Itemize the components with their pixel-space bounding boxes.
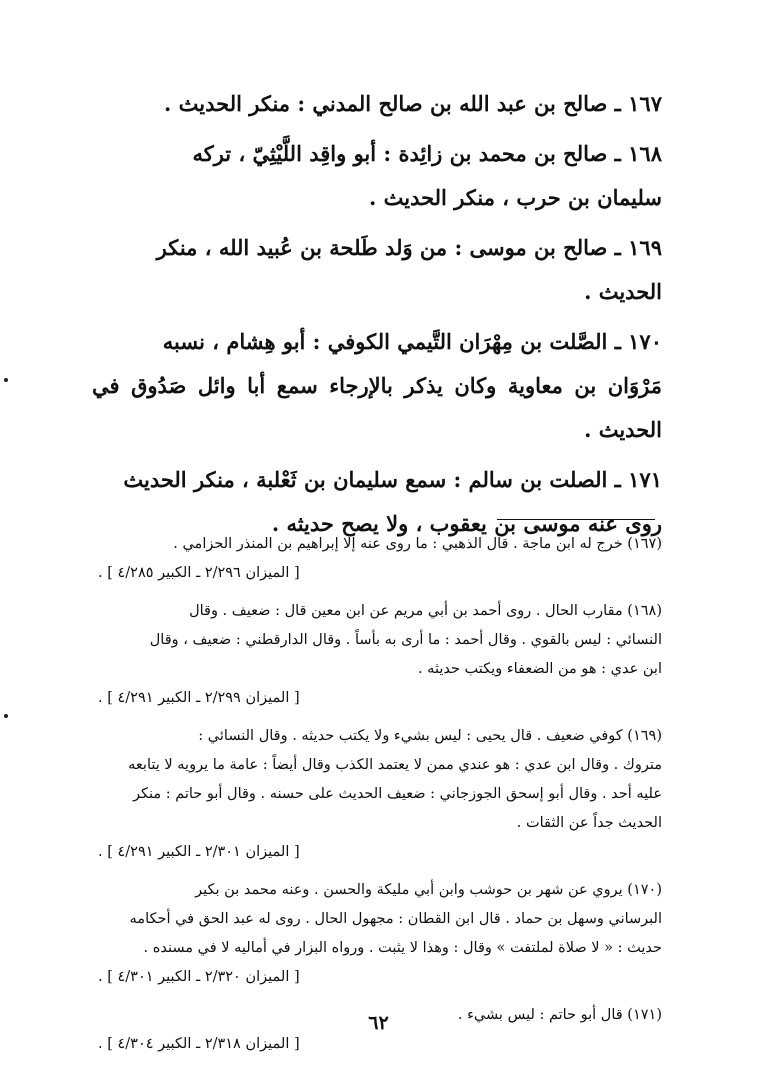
entry-line: ١٦٧ ـ صالح بن عبد الله بن صالح المدني : منكر الحديث . <box>164 91 662 116</box>
entry-line: روى عنه موسى بن يعقوب ، ولا يصح حديثه . <box>271 511 662 536</box>
footnote-line: النسائي : ليس بالقوي . وقال أحمد : ما أرى به بأساً . وقال الدارقطني : ضعيف ، وقال <box>149 632 662 648</box>
footnote-line: البرساني وسهل بن حماد . قال ابن القطان : مجهول الحال . روى له عبد الحق في أحكامه <box>129 911 662 927</box>
footnote-line: (١٧٠) يروي عن شهر بن حوشب وابن أبي مليكة والحسن . وعنه محمد بن بكير <box>195 882 662 898</box>
footnote-source: [ الميزان ٢/٣٠١ ـ الكبير ٤/٢٩١ ] . <box>98 844 300 860</box>
page-number: ٦٢ <box>368 1012 389 1034</box>
entry-line: ١٧٠ ـ الصَّلت بن مِهْرَان التَّيمي الكوفي : أبو هِشام ، نسبه <box>162 329 662 354</box>
margin-mark <box>4 378 8 382</box>
footnote-line: حديث : « لا صلاة لملتفت » وقال : وهذا لا يثبت . ورواه البزار في أماليه لا في مسنده . <box>143 940 662 956</box>
footnote-line: (١٦٧) خرج له ابن ماجة . قال الذهبي : ما روى عنه إلا إبراهيم بن المنذر الحزامي . <box>173 536 662 552</box>
footnote-169 <box>98 722 662 867</box>
footnote-168 <box>98 597 662 713</box>
margin-mark <box>4 714 8 718</box>
entry-170 <box>92 320 662 452</box>
entry-line: ١٦٩ ـ صالح بن موسى : من وَلد طَلحة بن عُبيد الله ، منكر <box>156 235 662 260</box>
footnote-170 <box>98 876 662 992</box>
entry-168 <box>92 132 662 220</box>
footnote-167 <box>98 530 662 588</box>
entry-line: ١٦٨ ـ صالح بن محمد بن زائِدة : أبو واقِد اللَّيْثِيّ ، تركه <box>192 141 662 166</box>
footnote-source: [ الميزان ٢/٢٩٩ ـ الكبير ٤/٢٩١ ] . <box>98 690 300 706</box>
entry-169 <box>92 226 662 314</box>
footnote-source: [ الميزان ٢/٢٩٦ ـ الكبير ٤/٢٨٥ ] . <box>98 565 300 581</box>
main-text <box>92 82 662 552</box>
footnote-line: (١٦٩) كوفي ضعيف . قال يحيى : ليس بشيء ولا يكتب حديثه . وقال النسائي : <box>198 728 662 744</box>
footnote-source: [ الميزان ٢/٣٢٠ ـ الكبير ٤/٣٠١ ] . <box>98 969 300 985</box>
footnote-line: عليه أحد . وقال أبو إسحق الجوزجاني : ضعيف الحديث على حسنه . وقال أبو حاتم : منكر <box>132 786 662 802</box>
footnote-divider <box>497 519 655 520</box>
entry-line: الحديث . <box>584 279 662 304</box>
footnote-line: متروك . وقال ابن عدي : هو عندي ممن لا يعتمد الكذب وقال أيضاً : عامة ما يرويه لا يتابعه <box>128 757 662 773</box>
entry-line: ١٧١ ـ الصلت بن سالم : سمع سليمان بن ثَعْلبة ، منكر الحديث <box>123 467 662 492</box>
footnote-source: [ الميزان ٢/٣١٨ ـ الكبير ٤/٣٠٤ ] . <box>98 1036 300 1052</box>
footnote-line: (١٧١) قال أبو حاتم : ليس بشيء . <box>457 1007 662 1023</box>
footnote-line: ابن عدي : هو من الضعفاء ويكتب حديثه . <box>417 661 662 677</box>
entry-line: سليمان بن حرب ، منكر الحديث . <box>368 185 662 210</box>
footnotes <box>98 530 662 1068</box>
entry-167 <box>92 82 662 126</box>
footnote-line: الحديث جداً عن الثقات . <box>516 815 662 831</box>
footnote-line: (١٦٨) مقارب الحال . روى أحمد بن أبي مريم عن ابن معين قال : ضعيف . وقال <box>189 603 662 619</box>
entry-line: مَرْوَان بن معاوية وكان يذكر بالإرجاء سمع أبا وائل صَدُوق في الحديث . <box>92 373 662 442</box>
